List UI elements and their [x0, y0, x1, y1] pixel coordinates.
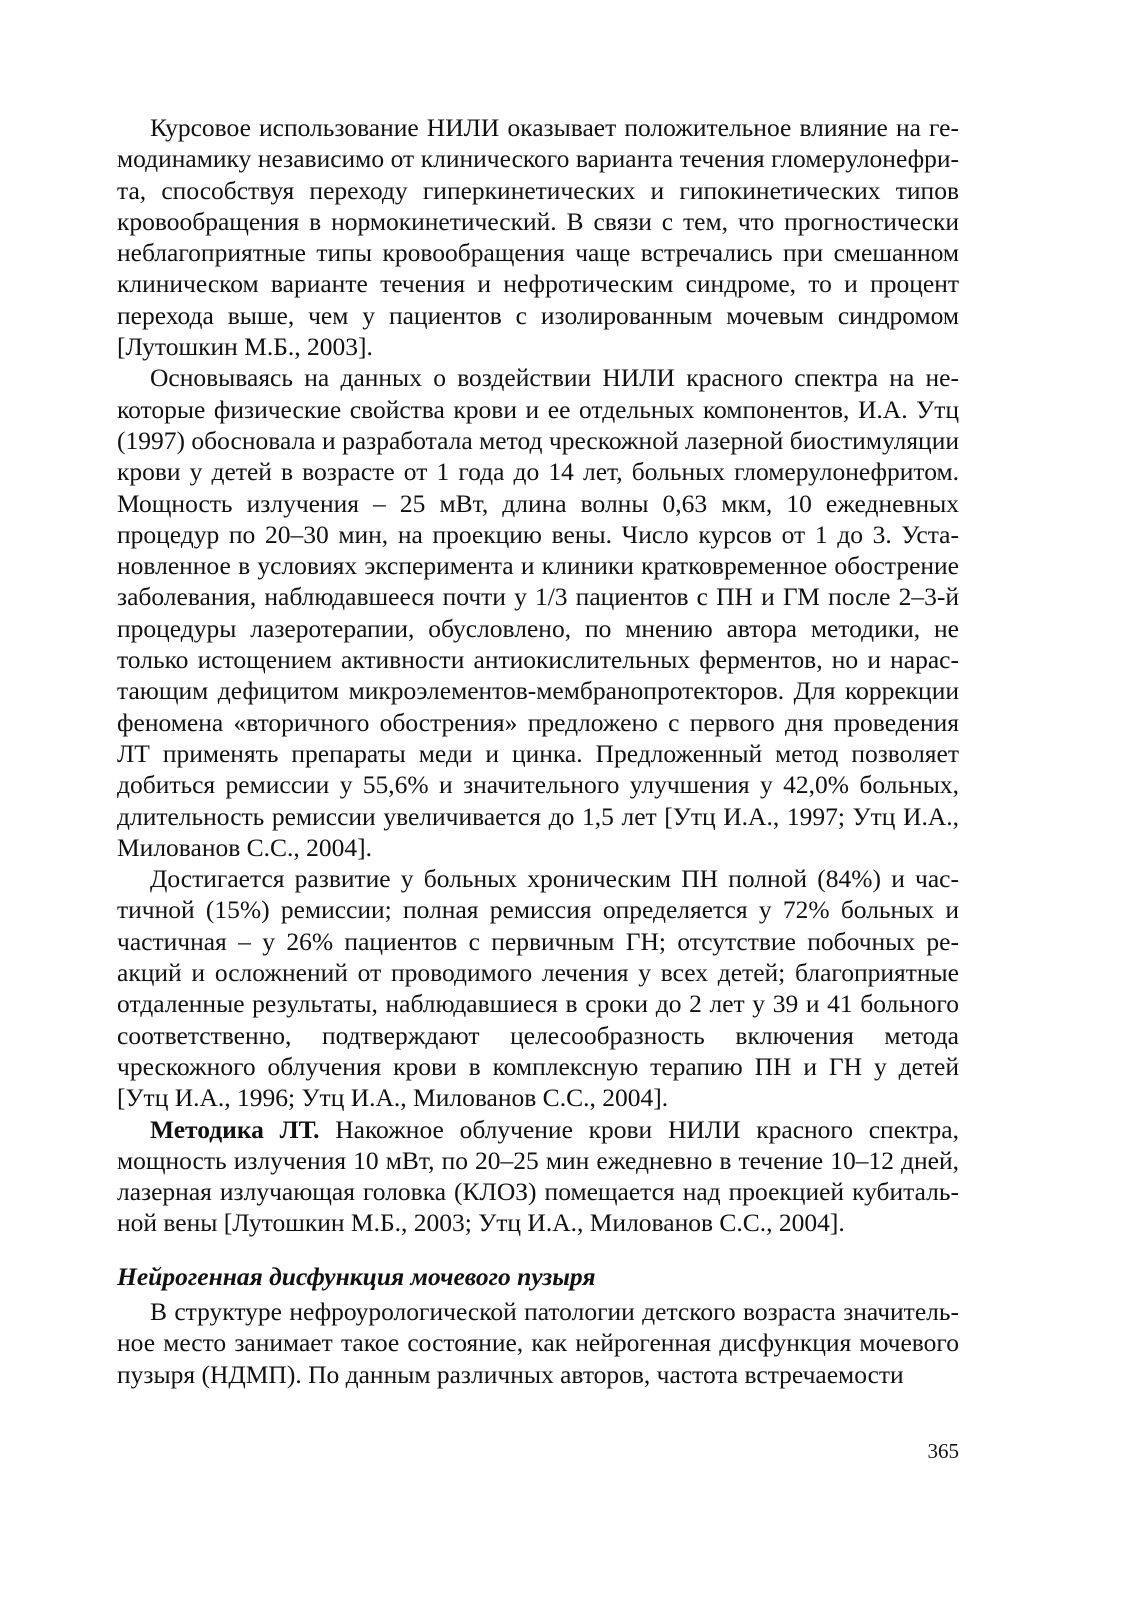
method-label: Методика ЛТ. — [150, 1114, 320, 1144]
paragraph-biostimulation: Основываясь на данных о воздействии НИЛИ красного спектра на некоторые физические свойства крови и ее отдельных компонентов, И.А. Утц (1997) обосновала и разработала метод чрескожной лазерной биостимуляции крови у детей в возрасте от 1 года до 14 лет, больных гломерулонефритом. Мощность излучения – 25 мВт, длина волны 0,63 мкм, 10 ежедневных процедур по 20–30 мин, на проекцию вены. Число курсов от 1 до 3. Установленное в условиях эксперимента и клиники кратковременное обострение заболевания, наблюдавшееся почти у 1/3 пациентов с ПН и ГМ после 2–3-й процедуры лазеротерапии, обусловлено, по мнению автора методики, не только истощением активности антиокислительных ферментов, но и нарастающим дефицитом микроэлементов-мембранопротекторов. Для коррекции феномена «вторичного обострения» предложено с первого дня проведения ЛТ применять препараты меди и цинка. Предложенный метод позволяет добиться ремиссии у 55,6% и значительного улучшения у 42,0% больных, длительность ремиссии увеличивается до 1,5 лет [Утц И.А., 1997; Утц И.А., Милованов С.С., 2004]. — [117, 363, 959, 862]
paragraph-hemodynamics: Курсовое использование НИЛИ оказывает положительное влияние на гемодинамику независимо от клинического варианта течения гломерулонефрита, способствуя переходу гиперкинетических и гипокинетических типов кровообращения в нормокинетический. В связи с тем, что прогностически неблагоприятные типы кровообращения чаще встречались при смешанном клиническом варианте течения и нефротическим синдроме, то и процент перехода выше, чем у пациентов с изолированным мочевым синдромом [Лутошкин М.Б., 2003]. — [117, 113, 959, 362]
page-number: 365 — [927, 1439, 959, 1463]
page-body — [117, 112, 959, 1390]
paragraph-remission: Достигается развитие у больных хроническим ПН полной (84%) и частичной (15%) ремиссии; полная ремиссия определяется у 72% больных и частичная – у 26% пациентов с первичным ГН; отсутствие побочных реакций и осложнений от проводимого лечения у всех детей; благоприятные отдаленные результаты, наблюдавшиеся в сроки до 2 лет у 39 и 41 больного соответственно, подтверждают целесообразность включения метода чрескожного облучения крови в комплексную терапию ПН и ГН у детей [Утц И.А., 1996; Утц И.А., Милованов С.С., 2004]. — [117, 864, 959, 1113]
paragraph-neurogenic: В структуре нефроурологической патологии детского возраста значительное место занимает такое состояние, как нейрогенная дисфункция мочевого пузыря (НДМП). По данным различных авторов, частота встречаемости — [117, 1296, 959, 1389]
paragraph-method — [117, 1114, 959, 1239]
method-text: Накожное облучение крови НИЛИ красного спектра, мощность излучения 10 мВт, по 20–25 мин ежедневно в течение 10–12 дней, лазерная излучающая головка (КЛОЗ) помещается над проекцией кубитальной вены [Лутошкин М.Б., 2003; Утц И.А., Милованов С.С., 2004]. — [117, 1114, 959, 1238]
section-heading: Нейрогенная дисфункция мочевого пузыря — [117, 1261, 596, 1291]
